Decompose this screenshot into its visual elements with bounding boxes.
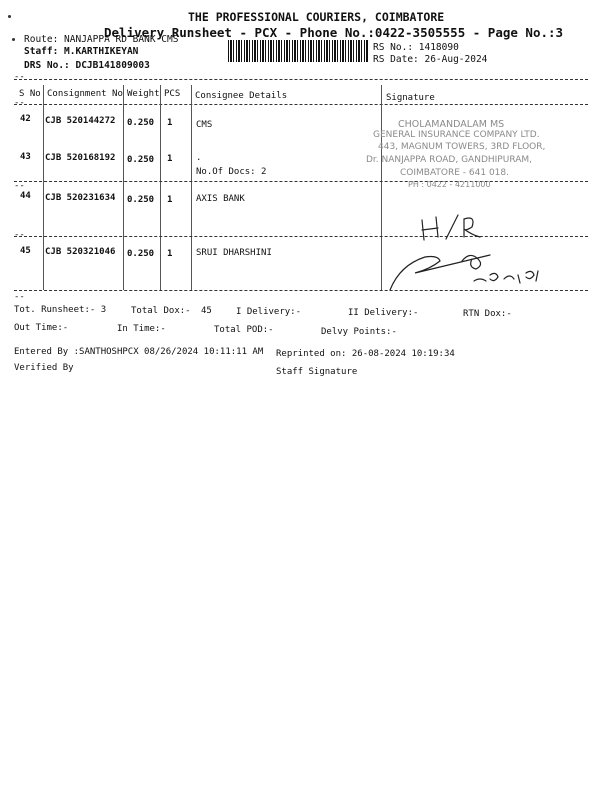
tot-runsheet: Tot. Runsheet:- 3	[14, 305, 107, 315]
company-stamp-line: 443, MAGNUM TOWERS, 3RD FLOOR,	[378, 142, 546, 152]
row-consignment: CJB 520231634	[45, 193, 116, 203]
row-pcs: 1	[167, 118, 173, 128]
row-docs-count: No.Of Docs: 2	[196, 167, 267, 177]
handwritten-signature-icon	[380, 195, 580, 300]
row-sno: 43	[20, 152, 31, 162]
page-title: Delivery Runsheet - PCX - Phone No.:0422-3505555 - Page No.:3	[104, 25, 564, 40]
company-stamp-line: PH : 0422 - 4211000	[408, 180, 491, 189]
ii-delivery: II Delivery:-	[348, 308, 419, 318]
row-consignment: CJB 520168192	[45, 153, 116, 163]
total-pod: Total POD:-	[214, 325, 274, 335]
row-weight: 0.250	[127, 118, 155, 128]
row-sno: 42	[20, 114, 31, 124]
row-sno: 44	[20, 191, 31, 201]
col-separator	[160, 85, 161, 290]
total-dox-value: 45	[201, 306, 212, 316]
row-consignee: CMS	[196, 120, 213, 130]
row-consignee: .	[196, 153, 202, 163]
col-separator	[123, 85, 124, 290]
rtn-dox: RTN Dox:-	[463, 309, 512, 319]
row-consignment: CJB 520144272	[45, 116, 116, 126]
verified-by: Verified By	[14, 363, 74, 373]
in-time: In Time:-	[117, 324, 166, 334]
row-pcs: 1	[167, 249, 173, 259]
company-stamp-line: Dr. NANJAPPA ROAD, GANDHIPURAM,	[366, 155, 532, 165]
rule-marker: --	[14, 181, 25, 191]
col-separator	[191, 85, 192, 290]
row-consignee: SRUI DHARSHINI	[196, 248, 272, 258]
company-stamp-line: COIMBATORE - 641 018.	[400, 168, 509, 178]
company-name: THE PROFESSIONAL COURIERS, COIMBATORE	[188, 10, 445, 24]
staff-signature: Staff Signature	[276, 367, 358, 377]
scan-dot	[8, 15, 11, 18]
i-delivery: I Delivery:-	[236, 307, 302, 317]
staff-label: Staff: M.KARTHIKEYAN	[24, 46, 139, 57]
row-sno: 45	[20, 246, 31, 256]
route-label: Route: NANJAPPA RD BANK CMS	[24, 34, 179, 45]
entered-by: Entered By :SANTHOSHPCX 08/26/2024 10:11:11 AM	[14, 347, 264, 357]
row-consignee: AXIS BANK	[196, 194, 245, 204]
delvy-points: Delvy Points:-	[321, 327, 397, 337]
barcode	[228, 40, 368, 62]
row-rule	[14, 181, 588, 182]
rule-marker: --	[14, 292, 25, 302]
out-time: Out Time:-	[14, 323, 69, 333]
row-weight: 0.250	[127, 195, 155, 205]
row-weight: 0.250	[127, 155, 155, 165]
col-consignee-header: Consignee Details	[195, 91, 288, 101]
company-stamp-line: GENERAL INSURANCE COMPANY LTD.	[373, 130, 540, 140]
row-consignment: CJB 520321046	[45, 247, 116, 257]
rule-marker: --	[14, 98, 25, 108]
total-dox-label: Total Dox:-	[131, 306, 191, 316]
table-top-rule	[14, 79, 588, 80]
drs-number: DRS No.: DCJB141809003	[24, 60, 150, 71]
rule-marker: --	[14, 72, 25, 82]
col-pcs-header: PCS	[164, 89, 181, 99]
reprinted-on: Reprinted on: 26-08-2024 10:19:34	[276, 349, 455, 359]
rule-marker: --	[14, 230, 25, 240]
row-weight: 0.250	[127, 249, 155, 259]
col-signature-header: Signature	[386, 93, 435, 103]
row-pcs: 1	[167, 154, 173, 164]
row-pcs: 1	[167, 195, 173, 205]
col-sno-header: S No	[19, 89, 41, 99]
rs-date: RS Date: 26-Aug-2024	[373, 54, 488, 65]
scan-dot	[12, 38, 15, 41]
col-separator	[43, 85, 44, 290]
header-bottom-rule	[14, 104, 588, 105]
rs-number: RS No.: 1418090	[373, 42, 459, 53]
col-weight-header: Weight	[127, 89, 160, 99]
company-stamp-line: CHOLAMANDALAM MS	[398, 119, 505, 130]
col-consignment-header: Consignment No	[47, 89, 123, 99]
